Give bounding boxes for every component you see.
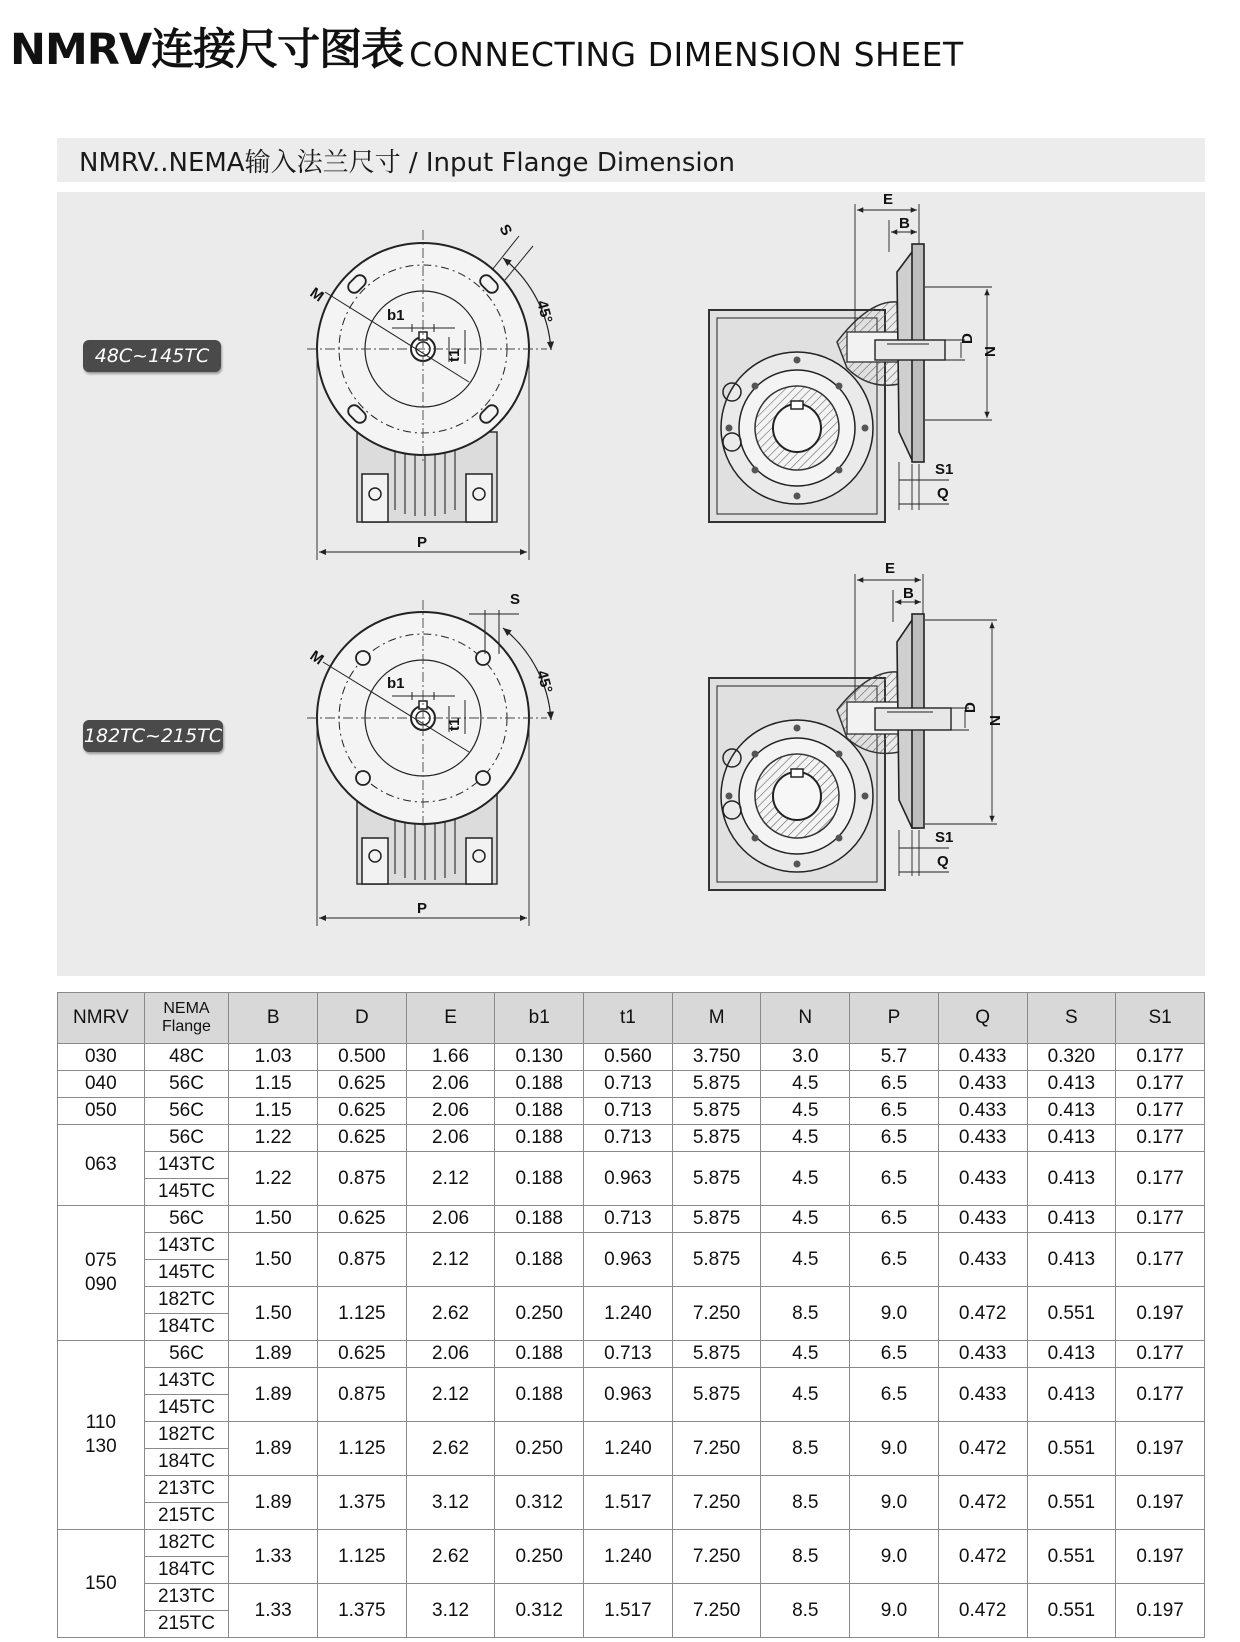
- cell-s: 0.413: [1027, 1152, 1116, 1206]
- page-title-chinese: NMRV连接尺寸图表: [10, 25, 404, 75]
- cell-b: 1.50: [229, 1233, 318, 1287]
- label-d-top: D: [959, 333, 976, 344]
- side-view-bottom: [709, 574, 997, 890]
- cell-t1: 1.240: [584, 1422, 673, 1476]
- col-header-p: P: [850, 993, 939, 1044]
- page-title-english: CONNECTING DIMENSION SHEET: [409, 35, 964, 74]
- cell-s1: 0.197: [1116, 1287, 1205, 1341]
- cell-nema-flange: 213TC: [144, 1584, 229, 1611]
- cell-b: 1.89: [229, 1476, 318, 1530]
- cell-q: 0.472: [938, 1530, 1027, 1584]
- cell-b1: 0.188: [495, 1071, 584, 1098]
- cell-nema-flange: 215TC: [144, 1503, 229, 1530]
- col-header-b1: b1: [495, 993, 584, 1044]
- cell-nema-flange: 56C: [144, 1341, 229, 1368]
- cell-e: 2.62: [406, 1530, 495, 1584]
- cell-s1: 0.177: [1116, 1233, 1205, 1287]
- cell-q: 0.472: [938, 1422, 1027, 1476]
- col-header-t1: t1: [584, 993, 673, 1044]
- label-d-bottom: D: [962, 702, 979, 713]
- cell-s: 0.551: [1027, 1530, 1116, 1584]
- cell-t1: 0.963: [584, 1368, 673, 1422]
- cell-p: 6.5: [850, 1098, 939, 1125]
- cell-q: 0.433: [938, 1368, 1027, 1422]
- cell-s1: 0.177: [1116, 1341, 1205, 1368]
- cell-n: 4.5: [761, 1233, 850, 1287]
- cell-s: 0.413: [1027, 1206, 1116, 1233]
- label-p-bottom: P: [417, 900, 428, 917]
- label-q-top: Q: [937, 485, 949, 502]
- cell-d: 0.875: [318, 1152, 407, 1206]
- cell-n: 4.5: [761, 1125, 850, 1152]
- cell-s: 0.413: [1027, 1368, 1116, 1422]
- table-row: [58, 1422, 1205, 1449]
- cell-nmrv: 110 130: [58, 1341, 145, 1530]
- technical-drawings: [57, 192, 1205, 976]
- cell-m: 7.250: [672, 1287, 761, 1341]
- cell-t1: 0.713: [584, 1098, 673, 1125]
- cell-n: 8.5: [761, 1422, 850, 1476]
- label-m-bottom: M: [306, 647, 327, 669]
- cell-t1: 0.963: [584, 1233, 673, 1287]
- cell-b1: 0.188: [495, 1098, 584, 1125]
- cell-q: 0.433: [938, 1071, 1027, 1098]
- cell-b1: 0.250: [495, 1287, 584, 1341]
- cell-s1: 0.177: [1116, 1152, 1205, 1206]
- table-row: [58, 1152, 1205, 1179]
- label-m-top: M: [306, 284, 327, 306]
- cell-t1: 0.713: [584, 1206, 673, 1233]
- cell-p: 9.0: [850, 1476, 939, 1530]
- drawing-panel: [57, 192, 1205, 976]
- cell-s1: 0.177: [1116, 1206, 1205, 1233]
- cell-b: 1.89: [229, 1341, 318, 1368]
- cell-p: 6.5: [850, 1071, 939, 1098]
- cell-s1: 0.177: [1116, 1071, 1205, 1098]
- cell-b1: 0.250: [495, 1422, 584, 1476]
- cell-s: 0.413: [1027, 1341, 1116, 1368]
- cell-q: 0.433: [938, 1152, 1027, 1206]
- cell-d: 1.375: [318, 1476, 407, 1530]
- cell-b1: 0.312: [495, 1584, 584, 1638]
- cell-b: 1.15: [229, 1098, 318, 1125]
- front-view-bottom: [307, 600, 551, 926]
- cell-t1: 0.963: [584, 1152, 673, 1206]
- cell-n: 8.5: [761, 1530, 850, 1584]
- cell-d: 0.500: [318, 1044, 407, 1071]
- cell-n: 4.5: [761, 1368, 850, 1422]
- range-badge-large-frames: 182TC~215TC: [83, 720, 223, 752]
- label-s-top: S: [495, 221, 516, 239]
- cell-p: 6.5: [850, 1368, 939, 1422]
- cell-n: 4.5: [761, 1098, 850, 1125]
- cell-d: 0.875: [318, 1368, 407, 1422]
- cell-t1: 1.517: [584, 1584, 673, 1638]
- cell-m: 5.875: [672, 1071, 761, 1098]
- cell-n: 8.5: [761, 1584, 850, 1638]
- cell-nema-flange: 145TC: [144, 1179, 229, 1206]
- cell-q: 0.472: [938, 1287, 1027, 1341]
- cell-d: 0.625: [318, 1071, 407, 1098]
- cell-b: 1.89: [229, 1368, 318, 1422]
- cell-b: 1.50: [229, 1287, 318, 1341]
- label-b-bottom: B: [903, 585, 914, 602]
- cell-p: 6.5: [850, 1152, 939, 1206]
- cell-s1: 0.177: [1116, 1044, 1205, 1071]
- table-row: [58, 1044, 1205, 1071]
- cell-d: 1.375: [318, 1584, 407, 1638]
- cell-m: 5.875: [672, 1152, 761, 1206]
- label-45-top: 45°: [533, 298, 556, 325]
- cell-e: 2.12: [406, 1368, 495, 1422]
- cell-m: 5.875: [672, 1233, 761, 1287]
- cell-e: 2.12: [406, 1152, 495, 1206]
- cell-nema-flange: 56C: [144, 1206, 229, 1233]
- cell-s1: 0.197: [1116, 1530, 1205, 1584]
- cell-q: 0.433: [938, 1044, 1027, 1071]
- cell-b: 1.22: [229, 1125, 318, 1152]
- cell-m: 5.875: [672, 1125, 761, 1152]
- table-row: [58, 1098, 1205, 1125]
- page-title: [10, 12, 964, 75]
- cell-m: 5.875: [672, 1341, 761, 1368]
- cell-b: 1.33: [229, 1584, 318, 1638]
- cell-d: 0.875: [318, 1233, 407, 1287]
- front-view-top: [307, 230, 551, 560]
- cell-s1: 0.177: [1116, 1368, 1205, 1422]
- cell-p: 9.0: [850, 1530, 939, 1584]
- col-header-s: S: [1027, 993, 1116, 1044]
- col-header-nmrv: NMRV: [58, 993, 145, 1044]
- label-t1-top: t1: [446, 348, 463, 362]
- label-s-bottom: S: [510, 591, 521, 608]
- cell-e: 3.12: [406, 1476, 495, 1530]
- cell-m: 7.250: [672, 1584, 761, 1638]
- cell-s1: 0.177: [1116, 1125, 1205, 1152]
- cell-e: 2.06: [406, 1098, 495, 1125]
- cell-b1: 0.188: [495, 1368, 584, 1422]
- cell-d: 1.125: [318, 1422, 407, 1476]
- cell-nema-flange: 184TC: [144, 1449, 229, 1476]
- col-header-n: N: [761, 993, 850, 1044]
- table-body: [58, 1044, 1205, 1638]
- cell-t1: 1.240: [584, 1530, 673, 1584]
- cell-nmrv: 030: [58, 1044, 145, 1071]
- table-row: [58, 1287, 1205, 1314]
- col-header-nema-flange: NEMA Flange: [144, 993, 229, 1044]
- cell-d: 1.125: [318, 1530, 407, 1584]
- cell-nema-flange: 213TC: [144, 1476, 229, 1503]
- cell-m: 5.875: [672, 1368, 761, 1422]
- cell-m: 5.875: [672, 1206, 761, 1233]
- cell-s1: 0.197: [1116, 1476, 1205, 1530]
- table-row: [58, 1125, 1205, 1152]
- cell-n: 4.5: [761, 1206, 850, 1233]
- cell-e: 2.62: [406, 1287, 495, 1341]
- cell-e: 2.06: [406, 1071, 495, 1098]
- cell-b: 1.33: [229, 1530, 318, 1584]
- cell-p: 9.0: [850, 1287, 939, 1341]
- cell-s1: 0.197: [1116, 1584, 1205, 1638]
- cell-q: 0.433: [938, 1098, 1027, 1125]
- cell-e: 2.12: [406, 1233, 495, 1287]
- cell-nmrv: 150: [58, 1530, 145, 1638]
- cell-n: 4.5: [761, 1341, 850, 1368]
- cell-q: 0.433: [938, 1206, 1027, 1233]
- table-row: [58, 1341, 1205, 1368]
- cell-nema-flange: 145TC: [144, 1395, 229, 1422]
- cell-p: 6.5: [850, 1233, 939, 1287]
- cell-d: 0.625: [318, 1206, 407, 1233]
- cell-d: 0.625: [318, 1098, 407, 1125]
- cell-e: 2.06: [406, 1125, 495, 1152]
- cell-s: 0.551: [1027, 1287, 1116, 1341]
- cell-b1: 0.188: [495, 1125, 584, 1152]
- cell-n: 3.0: [761, 1044, 850, 1071]
- cell-b1: 0.312: [495, 1476, 584, 1530]
- cell-b1: 0.188: [495, 1233, 584, 1287]
- cell-nema-flange: 184TC: [144, 1314, 229, 1341]
- cell-nema-flange: 143TC: [144, 1233, 229, 1260]
- cell-t1: 0.713: [584, 1071, 673, 1098]
- cell-b: 1.03: [229, 1044, 318, 1071]
- cell-s: 0.551: [1027, 1476, 1116, 1530]
- label-b1-top: b1: [387, 307, 405, 324]
- col-header-m: M: [672, 993, 761, 1044]
- cell-b: 1.15: [229, 1071, 318, 1098]
- table-row: [58, 1530, 1205, 1557]
- cell-m: 7.250: [672, 1422, 761, 1476]
- cell-e: 1.66: [406, 1044, 495, 1071]
- cell-b1: 0.188: [495, 1206, 584, 1233]
- cell-q: 0.472: [938, 1476, 1027, 1530]
- cell-p: 5.7: [850, 1044, 939, 1071]
- label-q-bottom: Q: [937, 853, 949, 870]
- cell-nema-flange: 56C: [144, 1071, 229, 1098]
- cell-nmrv: 050: [58, 1098, 145, 1125]
- label-b-top: B: [899, 215, 910, 232]
- cell-b1: 0.130: [495, 1044, 584, 1071]
- cell-b1: 0.188: [495, 1152, 584, 1206]
- cell-p: 6.5: [850, 1206, 939, 1233]
- table-row: [58, 1206, 1205, 1233]
- cell-s: 0.413: [1027, 1125, 1116, 1152]
- label-n-top: N: [982, 346, 999, 357]
- cell-s: 0.551: [1027, 1584, 1116, 1638]
- cell-n: 8.5: [761, 1476, 850, 1530]
- cell-p: 9.0: [850, 1422, 939, 1476]
- table-row: [58, 1476, 1205, 1503]
- cell-b1: 0.188: [495, 1341, 584, 1368]
- cell-m: 3.750: [672, 1044, 761, 1071]
- col-header-s1: S1: [1116, 993, 1205, 1044]
- cell-n: 4.5: [761, 1071, 850, 1098]
- label-s1-top: S1: [935, 461, 954, 478]
- section-title: NMRV..NEMA输入法兰尺寸 / Input Flange Dimension: [79, 147, 736, 178]
- range-badge-small-frames: 48C~145TC: [83, 340, 221, 372]
- cell-nmrv: 075 090: [58, 1206, 145, 1341]
- cell-e: 2.62: [406, 1422, 495, 1476]
- cell-s: 0.551: [1027, 1422, 1116, 1476]
- label-p-top: P: [417, 534, 428, 551]
- cell-nema-flange: 56C: [144, 1098, 229, 1125]
- cell-nema-flange: 56C: [144, 1125, 229, 1152]
- col-header-q: Q: [938, 993, 1027, 1044]
- dimension-table: [57, 992, 1205, 1638]
- label-45-bottom: 45°: [533, 668, 556, 695]
- label-e-bottom: E: [885, 560, 896, 577]
- cell-d: 0.625: [318, 1341, 407, 1368]
- cell-m: 5.875: [672, 1098, 761, 1125]
- cell-t1: 1.240: [584, 1287, 673, 1341]
- cell-s: 0.413: [1027, 1098, 1116, 1125]
- table-row: [58, 1368, 1205, 1395]
- cell-s: 0.320: [1027, 1044, 1116, 1071]
- cell-nmrv: 063: [58, 1125, 145, 1206]
- cell-p: 6.5: [850, 1341, 939, 1368]
- label-t1-bottom: t1: [446, 717, 463, 731]
- cell-q: 0.433: [938, 1233, 1027, 1287]
- cell-b: 1.89: [229, 1422, 318, 1476]
- table-row: [58, 1584, 1205, 1611]
- section-header: [57, 138, 1205, 182]
- cell-m: 7.250: [672, 1476, 761, 1530]
- table-row: [58, 1071, 1205, 1098]
- cell-nema-flange: 143TC: [144, 1368, 229, 1395]
- cell-s1: 0.197: [1116, 1422, 1205, 1476]
- cell-nema-flange: 182TC: [144, 1287, 229, 1314]
- cell-n: 8.5: [761, 1287, 850, 1341]
- cell-b1: 0.250: [495, 1530, 584, 1584]
- cell-e: 2.06: [406, 1206, 495, 1233]
- cell-nema-flange: 143TC: [144, 1152, 229, 1179]
- label-n-bottom: N: [987, 715, 1004, 726]
- label-b1-bottom: b1: [387, 675, 405, 692]
- cell-b: 1.50: [229, 1206, 318, 1233]
- cell-nmrv: 040: [58, 1071, 145, 1098]
- cell-d: 1.125: [318, 1287, 407, 1341]
- table-header-row: [58, 993, 1205, 1044]
- cell-nema-flange: 182TC: [144, 1422, 229, 1449]
- cell-p: 9.0: [850, 1584, 939, 1638]
- cell-b: 1.22: [229, 1152, 318, 1206]
- cell-m: 7.250: [672, 1530, 761, 1584]
- cell-t1: 0.713: [584, 1125, 673, 1152]
- cell-q: 0.433: [938, 1341, 1027, 1368]
- cell-d: 0.625: [318, 1125, 407, 1152]
- label-s1-bottom: S1: [935, 829, 954, 846]
- cell-t1: 0.713: [584, 1341, 673, 1368]
- cell-nema-flange: 182TC: [144, 1530, 229, 1557]
- cell-s1: 0.177: [1116, 1098, 1205, 1125]
- cell-nema-flange: 184TC: [144, 1557, 229, 1584]
- cell-nema-flange: 48C: [144, 1044, 229, 1071]
- col-header-b: B: [229, 993, 318, 1044]
- cell-e: 3.12: [406, 1584, 495, 1638]
- cell-nema-flange: 215TC: [144, 1611, 229, 1638]
- col-header-d: D: [318, 993, 407, 1044]
- cell-t1: 0.560: [584, 1044, 673, 1071]
- cell-p: 6.5: [850, 1125, 939, 1152]
- table-row: [58, 1233, 1205, 1260]
- cell-q: 0.472: [938, 1584, 1027, 1638]
- col-header-e: E: [406, 993, 495, 1044]
- cell-t1: 1.517: [584, 1476, 673, 1530]
- cell-q: 0.433: [938, 1125, 1027, 1152]
- cell-nema-flange: 145TC: [144, 1260, 229, 1287]
- cell-s: 0.413: [1027, 1071, 1116, 1098]
- cell-n: 4.5: [761, 1152, 850, 1206]
- cell-s: 0.413: [1027, 1233, 1116, 1287]
- label-e-top: E: [883, 192, 894, 208]
- cell-e: 2.06: [406, 1341, 495, 1368]
